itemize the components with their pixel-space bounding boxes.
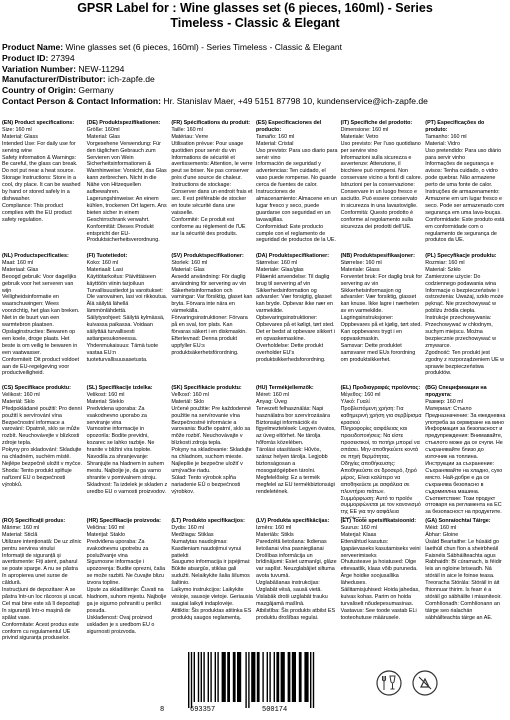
barcode-bar [237, 652, 241, 702]
spec-cell-heading: (NL) Productspecificaties: [2, 253, 69, 259]
spec-cell-heading: (NB) Produktspesifikasjoner: [340, 253, 415, 259]
spec-cell-text: Koko: 160 ml Materiaali: Lasi Käyttötarkoitus: Päivittäiseen käyttöön viinin tarjoiluun Turvallisuustiedot ja varoitukset: Ole varovainen, lasi voi rikkoutua. Älä säilytä lähellä lämmönlähdettä. Säilytysohjeet: Säilytä kylmässä, kuivassa paikassa. Voidaan säilyttää turvallisesti astianpesukoneessa. Yhdenmukaisuus: Tämä tuote vastaa EU:n tuoteturvallisuusasetusta. [86, 259, 168, 363]
spec-row [1, 253, 509, 385]
label-title-line2: Timeless - Classic & Elegant [170, 16, 340, 30]
spec-cell [340, 120, 425, 253]
spec-cell-text: Méid: 160 ml Ábhar: Gloine Úsáid Beartaithe: Le húsáid go laethúil chun fíon a sheirbheáil Faisnéis Sábháilteachta agus Rabhaidh: Bí cúramach, is féidir leis an ngloine briseadh. Ná stóráil in aice le foinse teasa. Treoracha Stórála: Stóráil in áit fhionnuar thirim. Is fearr é a stóráil go sábháilte i miasniteoir. Comhlíonadh: Comhlíonann an táirge seo rialachán sábháilteachta táirge an AE. [425, 524, 502, 621]
spec-cell-text: Størrelse: 160 ml Materiale: Glas/glas Påtænkt anvendelse: Til daglig brug til servering af vin Sikkerhedsinformation og advarsler: Vær forsigtig, glasset kan bryde. Opbevar ikke nær en varmekilde. Opbevaringsinstruktioner: Opbevares på et køligt, tørt sted. Det er bedst at opbevare sikkert i en opvaskemaskine. Overholdelse: Dette produkt overholder EU's produktsikkerhedsforordning. [255, 259, 336, 363]
barcode-bar [292, 652, 296, 702]
spec-cell-heading: (DE) Produktspezifikationen: [86, 120, 161, 126]
barcode-bar [210, 652, 211, 702]
spec-cell [424, 385, 509, 518]
ean-barcode [168, 652, 338, 710]
barcode-bar [222, 652, 226, 702]
spec-cell [255, 253, 340, 385]
spec-cell-heading: (FR) Spécifications du produit: [171, 120, 251, 126]
label-title [0, 0, 510, 31]
info-manufacturer: Manufacturer/Distributor: ich-zapfe.de [2, 74, 155, 85]
spec-row [1, 518, 509, 650]
spec-cell-heading: (SL) Specifikacije izdelka: [86, 385, 153, 391]
barcode-bar [269, 652, 270, 702]
barcode-bar [257, 652, 260, 702]
info-contact: Contact Person & Contact Information: Hr. Stanislav Maer, +49 5151 87798 10, kundenservice@ich-zapfe.de [2, 95, 428, 106]
barcode-bar [194, 652, 195, 702]
spec-cell [1, 120, 86, 253]
barcode-bar [267, 652, 268, 702]
spec-cell-heading: (EN) Product specifications: [2, 120, 75, 126]
spec-cell-text: Rozmiar: 160 ml Materiał: Szkło Zamierzone użycie: Do codziennego podawania wina Informacje o bezpieczeństwie i ostrzeżenia: Uważaj, szkło może pęknąć. Nie przechowywać w pobliżu źródła ciepła. Instrukcje przechowywania: Przechowywać w chłodnym, suchym miejscu. Można bezpiecznie przechowywać w zmywarce. Zgodność: Ten produkt jest zgodny z rozporządzeniem UE w sprawie bezpieczeństwa produktów. [425, 259, 505, 377]
spec-cell-text: Storlek: 160 ml Material: Glas Avsedd användning: För daglig användning för servering av vin Säkerhetsinformation och varningar: Var försiktig, glaset kan bryta. Förvara inte nära en värmekälla. Förvaringsinstruktioner: Förvara på en sval, torr plats. Kan förvaras säkert i en diskmaskin. Efterlevnad: Denna produkt uppfyller EU:s produktsäkerhetsförordning. [171, 259, 253, 356]
barcode-first-digit: 8 [160, 706, 165, 714]
spec-cell [86, 120, 171, 253]
spec-cell [86, 518, 171, 650]
barcode-bar [208, 652, 209, 702]
glass-fork-food-safe-icon [376, 670, 402, 696]
spec-cell-text: Tamanho: 160 ml Material: Vidro Uso pretendido: Para uso diário para servir vinho Informações de segurança e avisos: Tenha cuidado, o vidro pode quebrar. Não armazene perto de uma fonte de calor. Instruções de armazenamento: Armazene em um lugar fresco e seco. Pode ser armazenado com segurança em uma lava-louças. Conformidade: Este produto está em conformidade com o regulamento de segurança de produtos da UE. [425, 133, 505, 244]
barcode-bar [188, 652, 189, 708]
spec-cell [340, 385, 425, 518]
spec-cell-heading: (CS) Specifikace produktu: [2, 385, 71, 391]
info-country-of-origin: Country of Origin: Germany [2, 85, 114, 96]
barcode-bar [299, 652, 302, 702]
spec-cell-heading: (HU) Termékjellemzők: [255, 385, 314, 391]
spec-cell [1, 518, 86, 650]
spec-cell [170, 253, 255, 385]
spec-cell [424, 120, 509, 253]
product-info [2, 42, 508, 107]
barcode-bar [201, 652, 202, 702]
spec-cell-heading: (IT) Specifiche del prodotto: [340, 120, 413, 126]
spec-cell-text: Tamaño: 160 ml Material: Cristal Uso previsto: Para uso diario para servir vino Información de seguridad y advertencias: Ten cuidado, el vaso puede romperse. No guarde cerca de fuentes de calor. Instrucciones de almacenamiento: Almacene en un lugar fresco y seco, puede guardarse con seguridad en un lavavajillas. Conformidad: Este producto cumple con el reglamento de seguridad de productos de la UE. [255, 133, 338, 244]
barcode-bar [198, 652, 199, 702]
barcode-bar [215, 652, 216, 702]
barcode-bar [203, 652, 204, 702]
spec-cell [170, 518, 255, 650]
spec-cell-heading: (BG) Спецификации на продукта: [425, 385, 487, 398]
spec-cell-heading: (SV) Produktspecifikationer: [171, 253, 244, 259]
spec-cell-text: Size: 160 ml Material: Glass Intended Use: For daily use for serving wine Safety information & Warnings: Be careful, the glass can break. Do not put near a heat source. Storage Instructions: Store in a cool, dry place. It can be washed by hand or stored safely in a dishwasher. Compliance: This product complies with the EU product safety regulation. [2, 126, 81, 223]
spec-cell-text: Suurus: 160 ml Materjal: Klaas Ettenähtud kasutus: Igapäevaseks kasutamiseks veini serveerimiseks Ohutusteave ja hoiatused: Olge ettevaatlik, klaas võib puruneda. Ärge hoidke soojusallika läheduses. Säilitamisjuhised: Hoida jahedas, kuivas kohas. Parim on hoida turvaliselt nõudepesumasinas. Vastavus: See toode vastab ELi tooteohutuse määrusele. [340, 524, 421, 621]
barcode-bar [251, 652, 255, 702]
info-variation-number: Variation Number: NEW-11294 [2, 63, 125, 74]
spec-row [1, 385, 509, 518]
spec-cell [1, 385, 86, 518]
spec-cell [255, 385, 340, 518]
spec-cell-heading: (ET) Toote spetsifikatsioonid: [340, 518, 416, 524]
language-spec-grid [1, 120, 509, 650]
barcode-bar [288, 652, 291, 702]
spec-row [1, 120, 509, 253]
spec-cell [424, 253, 509, 385]
barcode-bar [313, 652, 314, 708]
barcode-bar [248, 652, 249, 708]
spec-cell [86, 385, 171, 518]
spec-cell-text: Dydis: 160 ml Medžiaga: Stiklas Numatytas naudojimas: Kasdieniam naudojimui vynui patiekti Saugumo informacija ir įspėjimai: Būkite atsargūs, stiklas gali sudužti. Nelaikykite šalia šilumos šaltinio. Laikymo instrukcijos: Laikykite vėsioje, sausoje vietoje. Geriausia saugiai laikyti indaplovėje. Atitiktis: Šis produktas atitinka ES produktų saugos reglamentą. [171, 524, 253, 621]
barcode-bar [191, 652, 192, 708]
spec-cell-heading: (GA) Sonraíochtaí Táirge: [425, 518, 491, 524]
spec-cell-text: Méret: 160 ml Anyag: Üveg Tervezett felhasználás: Napi használatra bor szervírozására Biztonsági információk és figyelmeztetések: Legyen óvatos, az üveg eltörhet. Ne tárolja hőforrás közelében. Tárolási utasítások: Hűvös, száraz helyen tárolja. Legjobb biztonságosan a mosogatógépben tárolni. Megfelelőség: Ez a termék megfelel az EU termékbiztonsági rendeletének. [255, 391, 336, 495]
barcode-right-digits: 500174 [262, 706, 288, 714]
spec-cell [340, 253, 425, 385]
spec-cell [86, 253, 171, 385]
spec-cell-text: Taille: 160 ml Matériau: Verre Utilisation prévue: Pour usage quotidien pour servir du vin Informations de sécurité et avertissements: Attention, le verre peut se briser. Ne pas conserver près d'une source de chaleur. Instructions de stockage: Conserver dans un endroit frais et sec. Il est préférable de stocker en toute sécurité dans une vaisselle. Conformité: Ce produit est conforme au règlement de l'UE sur la sécurité des produits. [171, 126, 253, 237]
barcode-bar [262, 652, 263, 702]
barcode-bar [217, 652, 218, 702]
spec-cell-text: Maat: 160 ml Materiaal: Glas Beoogd gebruik: Voor dagelijks gebruik voor het serveren van wijn Veiligheidsinformatie en waarschuwingen: Wees voorzichtig, het glas kan breken. Niet in de buurt van een warmtebron plaatsen. Opslaginstructies: Bewaren op een koele, droge plaats. Het beste is om veilig te bewaren in een vaatwasser. Conformiteit: Dit product voldoet aan de EU-regelgeving voor productveiligheid. [2, 259, 80, 377]
spec-cell [1, 253, 86, 385]
barcode-bar [245, 652, 246, 708]
barcode-bar [227, 652, 230, 702]
spec-cell-heading: (ES) Especificaciones del producto: [255, 120, 322, 133]
spec-cell-text: Dimensione: 160 ml Materiale: Vetro Uso previsto: Per l'uso quotidiano per servire vino Informazioni sulla sicurezza e avvertenze: Attenzione, il bicchiere può rompersi. Non conservare vicino a fonti di calore. Istruzioni per la conservazione: Conservare in un luogo fresco e asciutto. Può essere conservato in sicurezza in una lavastoviglie. Conformità: Questo prodotto è conforme al regolamento sulla sicurezza dei prodotti dell'UE. [340, 126, 423, 230]
label-footer [0, 648, 510, 720]
barcode-bar [233, 652, 236, 702]
barcode-bar [274, 652, 275, 702]
spec-cell-text: Velikost: 160 ml Materiál: Sklo Předpokládané použití: Pro denní použití k servírování vína Bezpečnostní informace a varování: Opatrně, sklo se může rozbít. Neuchovávejte v blízkosti zdroje tepla. Pokyny pro skladování: Skladujte na chladném, suchém místě. Nejlépe bezpečně uložit v myčce. Shoda: Tento produkt splňuje nařízení EU o bezpečnosti výrobků. [2, 391, 83, 488]
spec-cell-heading: (LV) Produkta specifikācijas: [255, 518, 330, 524]
barcode-left-digits: 693357 [190, 706, 216, 714]
spec-cell-text: Μέγεθος: 160 ml Υλικό: Γυαλί Προβλεπόμενη χρήση: Για καθημερινή χρήση για σερβίρισμα κρασιού Πληροφορίες ασφάλειας και προειδοποιήσεις: Να είστε προσεκτικοί, το ποτήρι μπορεί να σπάσει. Μην αποθηκεύετε κοντά σε πηγή θερμότητας. Οδηγίες αποθήκευσης: Αποθηκεύστε σε δροσερό, ξηρό μέρος. Είναι καλύτερο να αποθηκεύετε με ασφάλεια σε πλυντήριο πιάτων. Συμμόρφωση: Αυτό το προϊόν συμμορφώνεται με τον κανονισμό της ΕΕ για την ασφάλεια [340, 391, 422, 516]
barcode-bar [276, 652, 279, 702]
spec-cell [340, 518, 425, 650]
spec-cell [170, 385, 255, 518]
spec-cell-text: Velikost: 160 ml Material: Steklo Predvidena uporaba: Za vsakodnevno uporabo za serviranje vina Varnostne informacije in opozorila: Bodite previdni, kozarec se lahko razbije. Ne hranite v bližini vira toplote. Navodila za shranjevanje: Shranjujte na hladnem in suhem mestu. Najbolje je, da ga varno shranite v pomivalnem stroju. Skladnost: Ta izdelek je skladen z uredbo EU o varnosti proizvodov. [86, 391, 168, 495]
barcode-bar [304, 652, 308, 702]
spec-cell [255, 518, 340, 650]
info-product-id: Product ID: 27394 [2, 52, 75, 63]
spec-cell-text: Größe: 160ml Material: Glas Vorgesehene Verwendung: Für den täglichen Gebrauch zum Servieren von Wein Sicherheitsinformationen & Warnhinweise: Vorsicht, das Glas kann zerbrechen. Nicht in die Nähe von Hitzequellen aufbewahren. Lagerungshinweise: An einem kühlen, trockenen Ort lagern. Ans bieten sicher in einem Geschirrschrank verwahrt. Konformität: Dieses Produkt entspricht der EU-Produktsicherheitsverordnung. [86, 126, 167, 244]
spec-cell-heading: (FI) Tuotetiedot: [86, 253, 128, 259]
spec-cell-text: Veľkosť: 160 ml Materiál: Sklo Určené použitie: Pre každodenné použitie na servírovanie vína Bezpečnostné informácie a varovania: Buďte opatrní, sklo sa môže rozbiť. Neuchovávajte v blízkosti zdroja tepla. Pokyny na skladovanie: Skladujte na chladnom, suchom mieste. Najlepšie je bezpečne uložiť v umývačke riadu. Súlad: Tento výrobok spĺňa nariadenie EÚ o bezpečnosti výrobkov. [171, 391, 252, 495]
spec-cell [424, 518, 509, 650]
barcode-bar [281, 652, 285, 702]
spec-cell-heading: (LT) Produkto specifikacijos: [171, 518, 245, 524]
spec-cell-text: Izmērs: 160 ml Materiāls: Stikls Paredzētā lietošana: Ikdienas lietošanai vīna pasniegšanai Drošības informācija un brīdinājumi: Esiet uzmanīgi, glāze var saplīst. Neuzglabājiet siltuma avota tuvumā. Uzglabāšanas instrukcijas: Uzglabāt vēsā, sausā vietā. Vislabāk droši uzglabāt trauku mazgājamā mašīnā. Atbilstība: Šis produkts atbilst ES produktu drošības regulai. [255, 524, 337, 621]
spec-cell-heading: (PL) Specyfikacje produktu: [425, 253, 497, 259]
spec-cell-heading: (EL) Προδιαγραφές προϊόντος: [340, 385, 421, 391]
spec-cell-heading: (DA) Produktspecifikationer: [255, 253, 330, 259]
spec-cell-heading: (SK) Špecifikácie produktu: [171, 385, 242, 391]
spec-cell [255, 120, 340, 253]
spec-cell-text: Mărime: 160 ml Material: Sticlă Utilizare intenționată: De uz zilnic pentru servirea vinului Informații de siguranță și avertismente: Fiți atent, paharul se poate sparge. A nu se păstra în apropierea unei surse de căldură. Instrucțiuni de depozitare: A se păstra într-un loc răcoros și uscat. Cel mai bine este să îl depozitați în siguranță într-o mașină de spălat vase. Conformitate: Acest produs este conform cu regulamentul UE privind siguranța produselor. [2, 524, 84, 642]
barcode-bar [310, 652, 311, 708]
info-product-name: Product Name: Wine glasses set (6 pieces, 160ml) - Series Timeless - Classic & Elegant [2, 42, 343, 52]
spec-cell-text: Размер: 160 ml Материал: Стъкло Предназначение: За ежедневна употреба за сервиране на вино Информация за безопасност и предупреждения: Внимавайте, стъклото може да се счупи. Не съхранявайте близо до източник на топлина. Инструкции за съхранение: Съхранявайте на хладно, сухо място. Най-добре е да се съхранява безопасно в съдомиялна машина. Съответствие: Този продукт отговаря на регламента на ЕС за безопасност на продуктите. [425, 398, 506, 516]
spec-cell-heading: (RO) Specificații produs: [2, 518, 66, 524]
spec-cell-heading: (HR) Specifikacije proizvoda: [86, 518, 161, 524]
spec-cell-text: Størrelse: 160 ml Materiale: Glass Forventet bruk: For daglig bruk for servering av vin Sikkerhetsinformasjon og advarsler: Vær forsiktig, glasset kan knuse. Ikke lagre i nærheten av en varmekilde. Lagringsinstruksjoner: Oppbevares på et kjølig, tørt sted. Kan oppbevares trygt i en oppvaskmaskin. Samsvar: Dette produktet samsvarer med EUs forordning om produktsikkerhet. [340, 259, 423, 363]
spec-cell-heading: (PT) Especificações do produto: [425, 120, 485, 133]
recycling-glass-icon [412, 670, 438, 696]
spec-cell-text: Veličina: 160 ml Materijal: Staklo Predviđena uporaba: Za svakodnevnu upotrebu za posluživanje vina Sigurnosne informacije i upozorenja: Budite oprezni, čaša se može razbiti. Ne čuvajte blizu izvora topline. Upute za skladištenje: Čuvati na hladnom, suhom mjestu. Najbolje ga je sigurno pohraniti u perilici posuđa. Usklađenost: Ovaj proizvod usklađen je s uredbom EU o sigurnosti proizvoda. [86, 524, 167, 635]
label-title-line1: GPSR Label for : Wine glasses set (6 pieces, 160ml) - Series [77, 1, 433, 15]
spec-cell [170, 120, 255, 253]
